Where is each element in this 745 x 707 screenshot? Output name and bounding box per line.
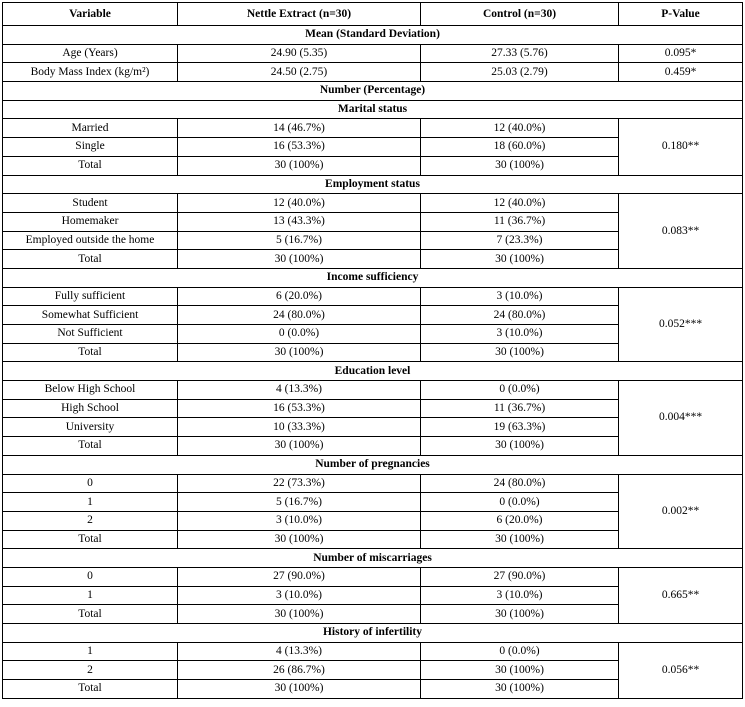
nettle-value: 5 (16.7%) — [178, 231, 421, 250]
nettle-value: 22 (73.3%) — [178, 474, 421, 493]
row-label: Age (Years) — [3, 44, 178, 63]
table-row — [3, 642, 743, 661]
control-value: 30 (100%) — [421, 156, 619, 175]
row-label: 1 — [3, 642, 178, 661]
control-value: 24 (80.0%) — [421, 474, 619, 493]
p-value: 0.459* — [619, 63, 743, 82]
category-title: History of infertility — [3, 624, 743, 643]
category-header-row — [3, 624, 743, 643]
category-title: Number of miscarriages — [3, 549, 743, 568]
number-section-title: Number (Percentage) — [3, 82, 743, 101]
row-label: Somewhat Sufficient — [3, 306, 178, 325]
nettle-value: 0 (0.0%) — [178, 325, 421, 344]
nettle-value: 6 (20.0%) — [178, 287, 421, 306]
control-value: 30 (100%) — [421, 605, 619, 624]
category-header-row — [3, 362, 743, 381]
row-label: Below High School — [3, 381, 178, 400]
demographics-table — [2, 2, 743, 699]
row-label: Fully sufficient — [3, 287, 178, 306]
control-value: 12 (40.0%) — [421, 194, 619, 213]
nettle-value: 16 (53.3%) — [178, 138, 421, 157]
category-header-row — [3, 175, 743, 194]
table-row — [3, 44, 743, 63]
control-value: 11 (36.7%) — [421, 212, 619, 231]
control-value: 30 (100%) — [421, 680, 619, 699]
p-value: 0.095* — [619, 44, 743, 63]
p-value: 0.056** — [619, 642, 743, 698]
nettle-value: 12 (40.0%) — [178, 194, 421, 213]
control-value: 3 (10.0%) — [421, 586, 619, 605]
control-value: 12 (40.0%) — [421, 119, 619, 138]
table-row — [3, 194, 743, 213]
table-row — [3, 474, 743, 493]
category-title: Marital status — [3, 100, 743, 119]
control-value: 6 (20.0%) — [421, 511, 619, 530]
control-value: 0 (0.0%) — [421, 493, 619, 512]
control-value: 3 (10.0%) — [421, 287, 619, 306]
header-row — [3, 3, 743, 26]
control-value: 3 (10.0%) — [421, 325, 619, 344]
nettle-value: 30 (100%) — [178, 437, 421, 456]
control-value: 0 (0.0%) — [421, 642, 619, 661]
row-label: Total — [3, 250, 178, 269]
p-value: 0.083** — [619, 194, 743, 269]
category-title: Number of pregnancies — [3, 455, 743, 474]
control-value: 30 (100%) — [421, 530, 619, 549]
control-value: 30 (100%) — [421, 250, 619, 269]
row-label: Total — [3, 605, 178, 624]
header-p-value: P-Value — [619, 3, 743, 26]
table-row — [3, 567, 743, 586]
table-body — [3, 26, 743, 699]
nettle-value: 24.90 (5.35) — [178, 44, 421, 63]
category-header-row — [3, 455, 743, 474]
section-header-row — [3, 26, 743, 45]
row-label: 0 — [3, 474, 178, 493]
control-value: 30 (100%) — [421, 437, 619, 456]
nettle-value: 30 (100%) — [178, 343, 421, 362]
nettle-value: 30 (100%) — [178, 605, 421, 624]
row-label: Not Sufficient — [3, 325, 178, 344]
row-label: Single — [3, 138, 178, 157]
row-label: University — [3, 418, 178, 437]
control-value: 0 (0.0%) — [421, 381, 619, 400]
row-label: Employed outside the home — [3, 231, 178, 250]
nettle-value: 27 (90.0%) — [178, 567, 421, 586]
nettle-value: 5 (16.7%) — [178, 493, 421, 512]
p-value: 0.180** — [619, 119, 743, 175]
row-label: Body Mass Index (kg/m²) — [3, 63, 178, 82]
p-value: 0.002** — [619, 474, 743, 549]
nettle-value: 10 (33.3%) — [178, 418, 421, 437]
control-value: 30 (100%) — [421, 343, 619, 362]
header-control: Control (n=30) — [421, 3, 619, 26]
table-row — [3, 63, 743, 82]
category-title: Employment status — [3, 175, 743, 194]
control-value: 24 (80.0%) — [421, 306, 619, 325]
row-label: 1 — [3, 493, 178, 512]
control-value: 27 (90.0%) — [421, 567, 619, 586]
row-label: 2 — [3, 661, 178, 680]
nettle-value: 4 (13.3%) — [178, 642, 421, 661]
header-variable: Variable — [3, 3, 178, 26]
row-label: Total — [3, 680, 178, 699]
table-row — [3, 381, 743, 400]
row-label: Homemaker — [3, 212, 178, 231]
nettle-value: 14 (46.7%) — [178, 119, 421, 138]
row-label: Married — [3, 119, 178, 138]
category-title: Education level — [3, 362, 743, 381]
table-row — [3, 287, 743, 306]
nettle-value: 16 (53.3%) — [178, 399, 421, 418]
row-label: 2 — [3, 511, 178, 530]
nettle-value: 13 (43.3%) — [178, 212, 421, 231]
nettle-value: 24 (80.0%) — [178, 306, 421, 325]
row-label: Total — [3, 437, 178, 456]
nettle-value: 26 (86.7%) — [178, 661, 421, 680]
control-value: 25.03 (2.79) — [421, 63, 619, 82]
p-value: 0.052*** — [619, 287, 743, 362]
row-label: Student — [3, 194, 178, 213]
row-label: Total — [3, 343, 178, 362]
control-value: 11 (36.7%) — [421, 399, 619, 418]
nettle-value: 4 (13.3%) — [178, 381, 421, 400]
section-header-row — [3, 82, 743, 101]
p-value: 0.665** — [619, 567, 743, 623]
category-header-row — [3, 268, 743, 287]
row-label: 0 — [3, 567, 178, 586]
table-row — [3, 119, 743, 138]
nettle-value: 3 (10.0%) — [178, 511, 421, 530]
control-value: 27.33 (5.76) — [421, 44, 619, 63]
category-header-row — [3, 100, 743, 119]
nettle-value: 30 (100%) — [178, 156, 421, 175]
category-title: Income sufficiency — [3, 268, 743, 287]
control-value: 19 (63.3%) — [421, 418, 619, 437]
nettle-value: 30 (100%) — [178, 680, 421, 699]
header-nettle-extract: Nettle Extract (n=30) — [178, 3, 421, 26]
mean-section-title: Mean (Standard Deviation) — [3, 26, 743, 45]
nettle-value: 30 (100%) — [178, 530, 421, 549]
category-header-row — [3, 549, 743, 568]
control-value: 18 (60.0%) — [421, 138, 619, 157]
row-label: High School — [3, 399, 178, 418]
row-label: Total — [3, 530, 178, 549]
p-value: 0.004*** — [619, 381, 743, 456]
nettle-value: 24.50 (2.75) — [178, 63, 421, 82]
row-label: Total — [3, 156, 178, 175]
nettle-value: 30 (100%) — [178, 250, 421, 269]
nettle-value: 3 (10.0%) — [178, 586, 421, 605]
control-value: 30 (100%) — [421, 661, 619, 680]
row-label: 1 — [3, 586, 178, 605]
control-value: 7 (23.3%) — [421, 231, 619, 250]
